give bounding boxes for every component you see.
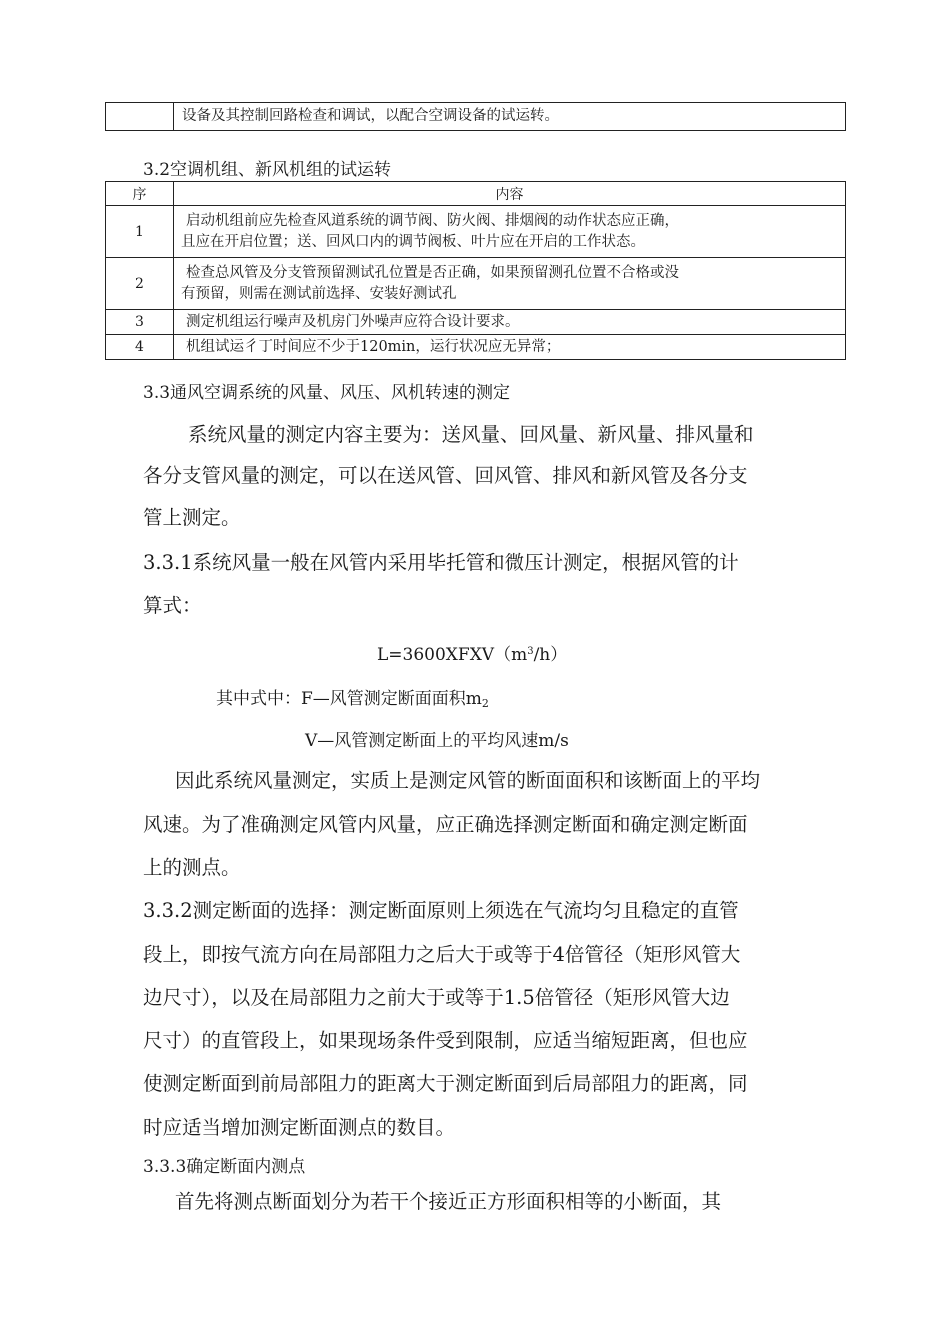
continuation-table [105,102,846,131]
row-no: 1 [106,206,174,258]
table-row [106,206,846,258]
table-row [106,103,846,131]
table-row [106,335,846,360]
s332-line-5: 使测定断面到前局部阻力的距离大于测定断面到后局部阻力的距离，同 [143,1072,748,1095]
s332-line-1: 3.3.2测定断面的选择：测定断面原则上须选在气流均匀且稳定的直管 [143,899,739,922]
s331-line-2: 算式： [143,594,202,617]
airflow-formula [377,640,567,665]
row-content [174,310,846,335]
intro-line-1: 系统风量的测定内容主要为：送风量、回风量、新风量、排风量和 [188,423,754,446]
s332-line-3: 边尺寸），以及在局部阻力之前大于或等于1.5倍管径（矩形风管大边 [143,986,730,1009]
section-3-3-title: 3.3通风空调系统的风量、风压、风机转速的测定 [143,383,511,403]
row-line: 启动机组前应先检查风道系统的调节阀、防火阀、排烟阀的动作状态应正确， [186,212,679,229]
intro-line-3: 管上测定。 [143,506,241,529]
commissioning-table [105,181,846,360]
s333-title: 3.3.3确定断面内测点 [143,1157,306,1177]
row-no: 2 [106,258,174,310]
table-cell-empty [106,103,174,131]
s333-text: 首先将测点断面划分为若干个接近正方形面积相等的小断面，其 [175,1190,722,1213]
where-unit: m [465,689,482,709]
s332-line-2: 段上，即按气流方向在局部阻力之后大于或等于4倍管径（矩形风管大 [143,943,741,966]
table-row [106,258,846,310]
row-no: 4 [106,335,174,360]
s332-line-4: 尺寸）的直管段上，如果现场条件受到限制，应适当缩短距离，但也应 [143,1029,748,1052]
table-header-row [106,182,846,206]
row-line: 检查总风管及分支管预留测试孔位置是否正确，如果预留测孔位置不合格或没 [186,264,679,281]
s332-line-6: 时应适当增加测定断面测点的数目。 [143,1116,456,1139]
formula-superscript: 3 [527,646,534,657]
formula-where-line [216,684,489,710]
intro-line-2: 各分支管风量的测定，可以在送风管、回风管、排风和新风管及各分支 [143,464,748,487]
row-line: 测定机组运行噪声及机房门外噪声应符合设计要求。 [186,313,520,330]
para2-line-1: 因此系统风量测定，实质上是测定风管的断面面积和该断面上的平均 [175,769,761,792]
para2-line-2: 风速。为了准确测定风管内风量，应正确选择测定断面和确定测定断面 [143,813,748,836]
header-content: 内容 [174,182,846,206]
row-line: 机组试运彳丁时间应不少于120min，运行状况应无异常； [186,338,561,355]
para2-line-3: 上的测点。 [143,856,241,879]
formula-v-line: V—风管测定断面上的平均风速m/s [305,731,569,751]
row-content [174,206,846,258]
header-no: 序 [106,182,174,206]
formula-main: L=3600XFXV（m [377,645,528,665]
where-unit-sub: 2 [481,697,489,710]
row-line: 有预留，则需在测试前选择、安装好测试孔 [181,285,457,302]
table-row [106,310,846,335]
formula-tail: /h） [533,645,568,665]
where-text: 其中式中：F—风管测定断面面积 [216,689,466,709]
s331-line-1: 3.3.1系统风量一般在风管内采用毕托管和微压计测定，根据风管的计 [143,551,739,574]
row-content [174,335,846,360]
row-content [174,258,846,310]
row-line: 且应在开启位置；送、回风口内的调节阀板、叶片应在开启的工作状态。 [181,233,645,250]
table-cell-text: 设备及其控制回路检查和调试，以配合空调设备的试运转。 [174,103,846,131]
section-3-2-title: 3.2空调机组、新风机组的试运转 [143,160,392,180]
row-no: 3 [106,310,174,335]
